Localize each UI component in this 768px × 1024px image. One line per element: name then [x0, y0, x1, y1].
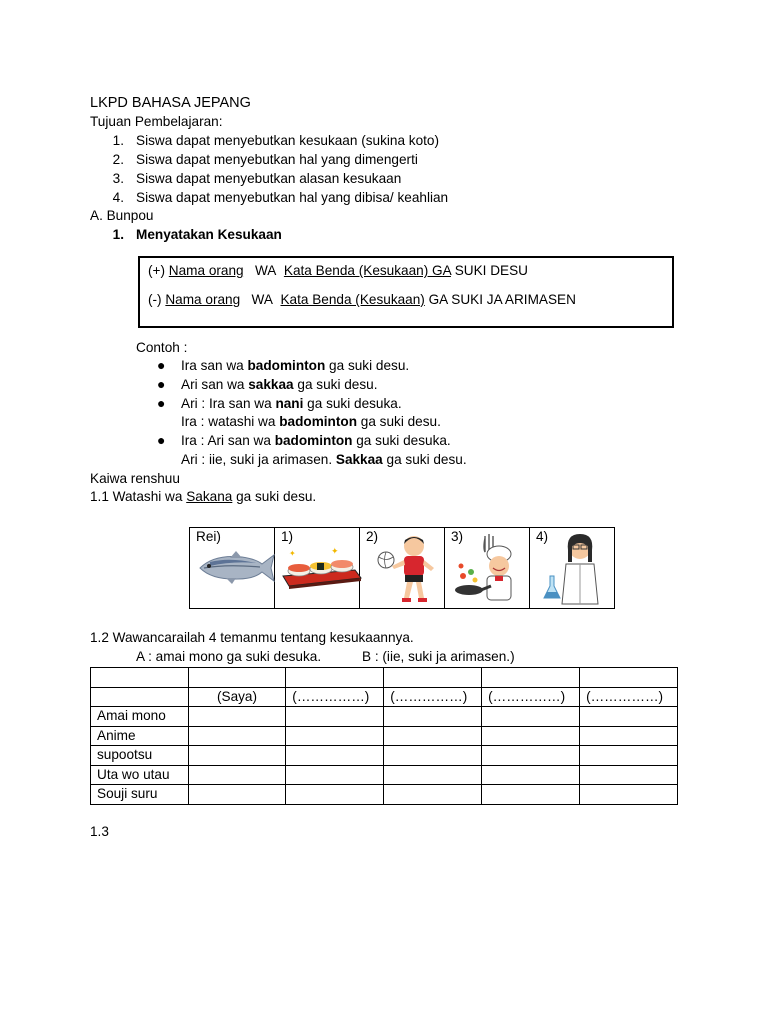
- table-header-cell[interactable]: (……………): [580, 687, 678, 707]
- table-cell[interactable]: [384, 746, 482, 766]
- table-cell[interactable]: [580, 668, 678, 688]
- section-heading-bunpou: A. Bunpou: [90, 208, 154, 223]
- picture-cell: [360, 528, 445, 609]
- table-cell[interactable]: [188, 707, 286, 727]
- list-number: 3.: [112, 171, 124, 186]
- row-label: Anime: [91, 726, 189, 746]
- table-row: [91, 726, 678, 746]
- example-line: Ari : Ira san wa nani ga suki desuka.: [181, 396, 402, 411]
- table-row: [91, 785, 678, 805]
- picture-label: 3): [451, 529, 464, 544]
- list-item: Siswa dapat menyebutkan hal yang dimengerti: [136, 152, 418, 167]
- table-row: [91, 687, 678, 707]
- picture-label: 4): [536, 529, 549, 544]
- table-cell[interactable]: [188, 785, 286, 805]
- dialog-line-b: B : (iie, suki ja arimasen.): [362, 649, 515, 664]
- pattern-positive: (+) Nama orang WA Kata Benda (Kesukaan) GA SUKI DESU: [148, 263, 528, 278]
- table-cell[interactable]: [188, 726, 286, 746]
- table-cell[interactable]: [482, 668, 580, 688]
- row-label: Uta wo utau: [91, 765, 189, 785]
- table-cell[interactable]: [286, 707, 384, 727]
- table-cell[interactable]: [580, 765, 678, 785]
- table-cell[interactable]: [188, 765, 286, 785]
- chef-icon: [453, 532, 529, 606]
- list-item: Siswa dapat menyebutkan alasan kesukaan: [136, 171, 402, 186]
- example-line: Ira : watashi wa badominton ga suki desu.: [181, 414, 441, 429]
- svg-text:✦: ✦: [331, 547, 339, 557]
- sushi-icon: [279, 544, 363, 592]
- picture-table: [189, 527, 615, 609]
- picture-cell: [275, 528, 360, 609]
- table-row: [91, 765, 678, 785]
- example-line: Ari san wa sakkaa ga suki desu.: [181, 377, 378, 392]
- table-cell[interactable]: [580, 707, 678, 727]
- table-cell[interactable]: [580, 746, 678, 766]
- svg-text:✦: ✦: [289, 549, 296, 558]
- table-header-cell: [91, 687, 189, 707]
- table-cell[interactable]: [384, 726, 482, 746]
- list-item: Siswa dapat menyebutkan hal yang dibisa/ keahlian: [136, 190, 449, 205]
- list-number: 1.: [112, 133, 124, 148]
- picture-label: 2): [366, 529, 379, 544]
- table-cell[interactable]: [286, 668, 384, 688]
- bullet-icon: ●: [157, 432, 166, 448]
- list-number: 2.: [112, 152, 124, 167]
- page-title: LKPD BAHASA JEPANG: [90, 95, 251, 111]
- table-row: [91, 746, 678, 766]
- table-cell[interactable]: [580, 785, 678, 805]
- grammar-pattern-box: [138, 256, 674, 328]
- table-row: [91, 707, 678, 727]
- picture-label: Rei): [196, 529, 221, 544]
- row-label: Amai mono: [91, 707, 189, 727]
- picture-cell: [530, 528, 615, 609]
- table-cell[interactable]: [580, 726, 678, 746]
- table-cell[interactable]: [384, 707, 482, 727]
- table-cell[interactable]: [188, 746, 286, 766]
- table-cell[interactable]: [482, 726, 580, 746]
- survey-table: [90, 667, 678, 805]
- table-cell[interactable]: [482, 746, 580, 766]
- exercise-1-1: 1.1 Watashi wa Sakana ga suki desu.: [90, 489, 317, 504]
- bullet-icon: ●: [157, 376, 166, 392]
- example-line: Ira san wa badominton ga suki desu.: [181, 358, 410, 373]
- table-cell[interactable]: [384, 785, 482, 805]
- list-number: 1.: [112, 227, 124, 242]
- table-header-cell[interactable]: (……………): [482, 687, 580, 707]
- subsection-title: Menyatakan Kesukaan: [136, 227, 282, 242]
- table-cell[interactable]: [188, 668, 286, 688]
- exercise-1-3: 1.3: [90, 824, 109, 839]
- pattern-negative: (-) Nama orang WA Kata Benda (Kesukaan) GA SUKI JA ARIMASEN: [148, 292, 576, 307]
- list-item: Siswa dapat menyebutkan kesukaan (sukina koto): [136, 133, 440, 148]
- fish-icon: [196, 548, 276, 588]
- picture-label: 1): [281, 529, 294, 544]
- table-cell[interactable]: [482, 765, 580, 785]
- table-cell[interactable]: [286, 726, 384, 746]
- dialog-line-a: A : amai mono ga suki desuka.: [136, 649, 322, 664]
- scientist-icon: [540, 532, 612, 606]
- table-header-cell: (Saya): [188, 687, 286, 707]
- table-cell[interactable]: [482, 707, 580, 727]
- table-cell[interactable]: [384, 668, 482, 688]
- bullet-icon: ●: [157, 395, 166, 411]
- table-header-cell[interactable]: (……………): [286, 687, 384, 707]
- exercise-1-2-title: 1.2 Wawancarailah 4 temanmu tentang kesukaannya.: [90, 630, 414, 645]
- row-label: supootsu: [91, 746, 189, 766]
- kaiwa-heading: Kaiwa renshuu: [90, 471, 180, 486]
- table-header-cell[interactable]: (……………): [384, 687, 482, 707]
- table-cell[interactable]: [91, 668, 189, 688]
- table-cell[interactable]: [286, 746, 384, 766]
- picture-cell: [190, 528, 275, 609]
- table-cell[interactable]: [384, 765, 482, 785]
- row-label: Souji suru: [91, 785, 189, 805]
- contoh-heading: Contoh :: [136, 340, 188, 355]
- table-cell[interactable]: [286, 765, 384, 785]
- table-row: [91, 668, 678, 688]
- table-cell[interactable]: [286, 785, 384, 805]
- objectives-heading: Tujuan Pembelajaran:: [90, 114, 223, 129]
- picture-cell: [445, 528, 530, 609]
- table-cell[interactable]: [482, 785, 580, 805]
- volleyball-player-icon: [374, 532, 444, 606]
- bullet-icon: ●: [157, 357, 166, 373]
- example-line: Ira : Ari san wa badominton ga suki desuka.: [181, 433, 451, 448]
- list-number: 4.: [112, 190, 124, 205]
- example-line: Ari : iie, suki ja arimasen. Sakkaa ga suki desu.: [181, 452, 467, 467]
